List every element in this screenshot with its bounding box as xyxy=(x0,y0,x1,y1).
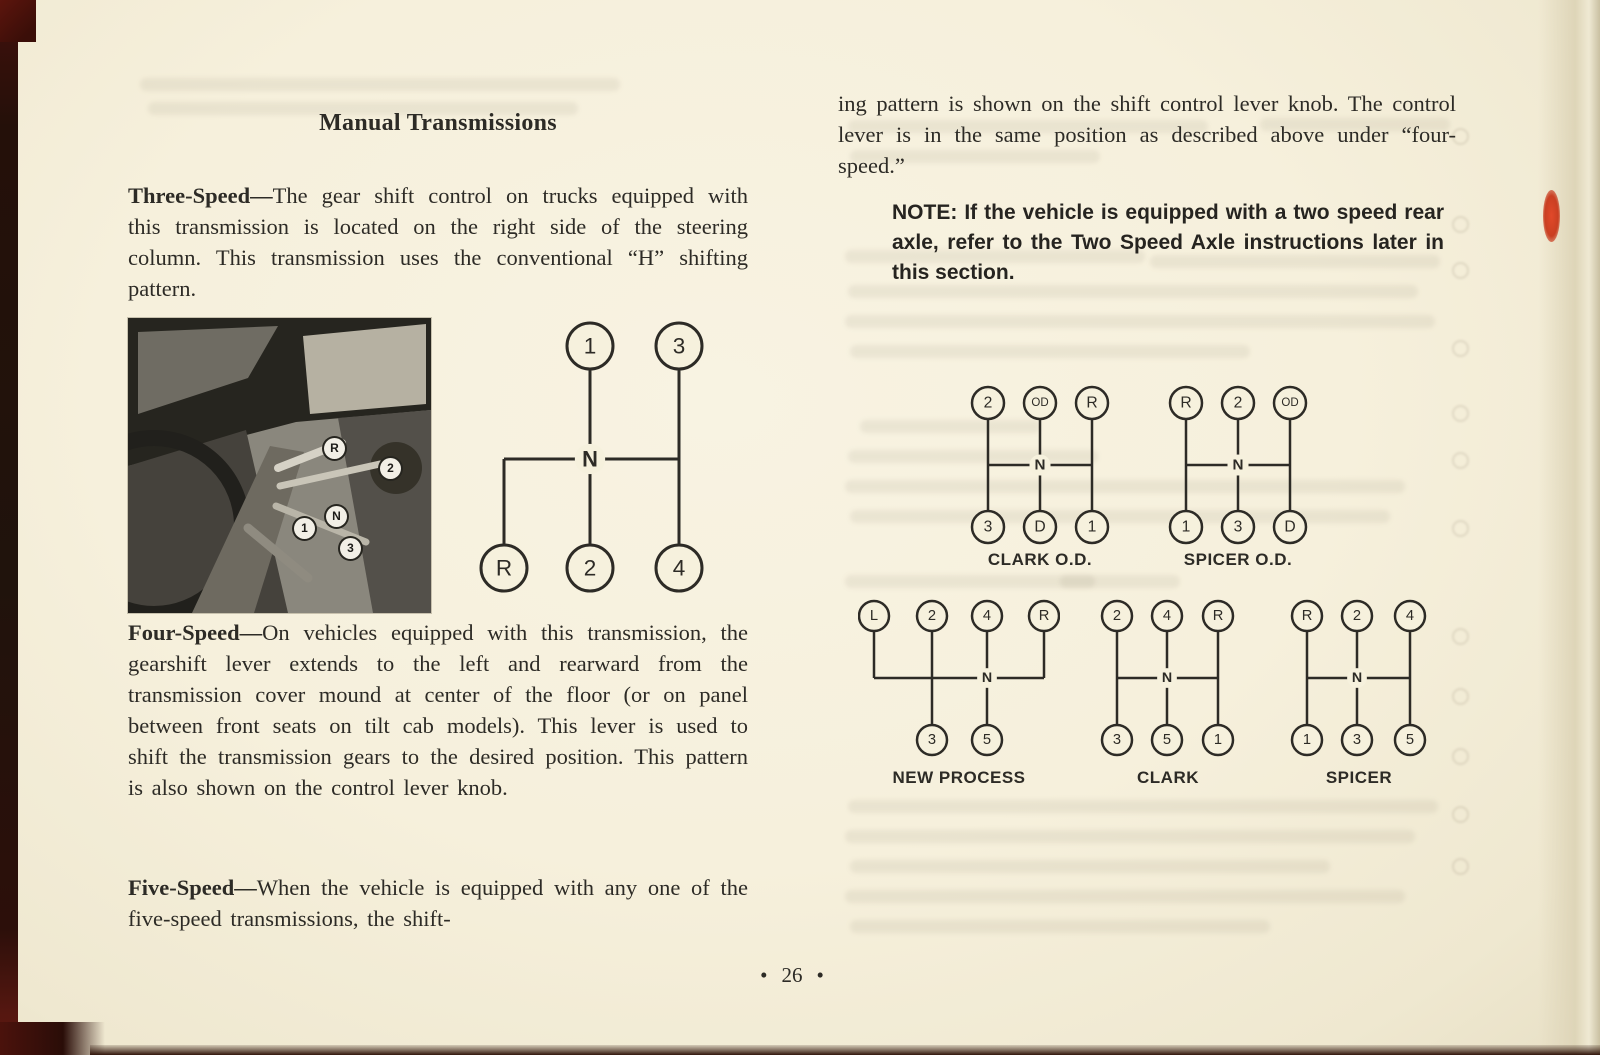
spicer-od-shift-diagram xyxy=(1160,385,1316,550)
new-process-shift-diagram xyxy=(858,598,1060,763)
clark-od-shift-diagram xyxy=(962,385,1118,550)
svg-text:1: 1 xyxy=(583,333,597,359)
svg-text:N: N xyxy=(1351,670,1363,686)
svg-text:2: 2 xyxy=(927,608,937,624)
svg-text:OD: OD xyxy=(1281,397,1299,409)
page-bottom-edge xyxy=(90,1045,1600,1055)
svg-text:R: R xyxy=(1212,608,1224,624)
spicer-od-label: SPICER O.D. xyxy=(1183,550,1293,569)
svg-text:3: 3 xyxy=(927,732,937,748)
three-speed-lead: Three-Speed— xyxy=(128,183,273,208)
svg-text:5: 5 xyxy=(1405,732,1415,748)
svg-text:5: 5 xyxy=(1162,732,1172,748)
spicer-label: SPICER xyxy=(1325,768,1393,787)
photo-label-r: R xyxy=(324,438,345,459)
svg-text:4: 4 xyxy=(1162,608,1172,624)
svg-text:D: D xyxy=(1284,518,1296,536)
svg-text:R: R xyxy=(495,555,513,581)
paragraph-four-speed xyxy=(128,617,748,803)
svg-text:N: N xyxy=(582,446,598,472)
page-number xyxy=(712,963,872,988)
svg-text:N: N xyxy=(1232,456,1244,474)
section-heading: Manual Transmissions xyxy=(319,110,557,136)
svg-text:L: L xyxy=(869,608,879,624)
svg-text:3: 3 xyxy=(672,333,686,359)
svg-text:1: 1 xyxy=(1181,518,1191,536)
svg-text:4: 4 xyxy=(1405,608,1415,624)
svg-text:R: R xyxy=(1038,608,1050,624)
spine-top-corner xyxy=(0,0,36,42)
svg-text:3: 3 xyxy=(983,518,993,536)
four-speed-shift-diagram xyxy=(465,318,733,615)
five-speed-lead: Five-Speed— xyxy=(128,875,257,900)
svg-text:D: D xyxy=(1034,518,1046,536)
four-speed-body: On vehicles equipped with this transmission, the gearshift lever extends to the left and rearward from the transmission cover mound at center of the floor (or on panel between front seats on tilt cab models). This lever is used to shift the transmission gears to the desired position. This pattern is also shown on the control lever knob. xyxy=(128,620,748,800)
svg-text:OD: OD xyxy=(1031,397,1049,409)
svg-text:4: 4 xyxy=(672,555,686,581)
photo-label-3: 3 xyxy=(340,538,361,559)
book-spine-edge xyxy=(0,0,18,1055)
footer-bullet-left: • xyxy=(760,963,768,987)
five-speed-body: When the vehicle is equipped with any one of the five-speed transmissions, the shift- xyxy=(128,875,748,931)
four-speed-lead: Four-Speed— xyxy=(128,620,263,645)
svg-text:2: 2 xyxy=(1112,608,1122,624)
photo-label-2: 2 xyxy=(380,458,401,479)
footer-number: 26 xyxy=(781,963,803,987)
svg-text:3: 3 xyxy=(1112,732,1122,748)
photo-label-n: N xyxy=(326,506,347,527)
svg-text:N: N xyxy=(981,670,993,686)
photo-label-1: 1 xyxy=(294,518,315,539)
spicer-shift-diagram xyxy=(1290,598,1428,763)
footer-bullet-right: • xyxy=(816,963,824,987)
svg-text:1: 1 xyxy=(1087,518,1097,536)
cab-photo xyxy=(128,318,431,613)
svg-text:2: 2 xyxy=(583,555,597,581)
svg-text:2: 2 xyxy=(983,394,993,412)
svg-text:2: 2 xyxy=(1233,394,1243,412)
svg-text:4: 4 xyxy=(982,608,992,624)
svg-text:R: R xyxy=(1301,608,1313,624)
page-curl-shadow xyxy=(1538,0,1600,1055)
svg-text:2: 2 xyxy=(1352,608,1362,624)
clark-label: CLARK xyxy=(1137,768,1199,787)
svg-text:5: 5 xyxy=(982,732,992,748)
svg-text:3: 3 xyxy=(1352,732,1362,748)
paragraph-five-speed xyxy=(128,872,748,934)
paragraph-three-speed xyxy=(128,180,748,304)
note-two-speed-axle: NOTE: If the vehicle is equipped with a two speed rear axle, refer to the Two Speed Axle instructions later in this section. xyxy=(892,201,1444,284)
svg-text:1: 1 xyxy=(1302,732,1312,748)
svg-text:3: 3 xyxy=(1233,518,1243,536)
clark-od-label: CLARK O.D. xyxy=(987,550,1093,569)
clark-shift-diagram xyxy=(1100,598,1236,763)
new-process-label: NEW PROCESS xyxy=(892,768,1026,787)
three-speed-body: The gear shift control on trucks equipped with this transmission is located on the right side of the steering column. This transmission uses the conventional “H” shifting pattern. xyxy=(128,183,748,301)
svg-text:R: R xyxy=(1180,394,1192,412)
svg-text:N: N xyxy=(1034,456,1046,474)
svg-text:1: 1 xyxy=(1213,732,1223,748)
red-edge-mark xyxy=(1543,190,1560,242)
svg-text:R: R xyxy=(1086,394,1098,412)
svg-text:N: N xyxy=(1161,670,1173,686)
paragraph-continuation: ing pattern is shown on the shift control lever knob. The control lever is in the same position as described above under “four-speed.” xyxy=(838,91,1456,178)
